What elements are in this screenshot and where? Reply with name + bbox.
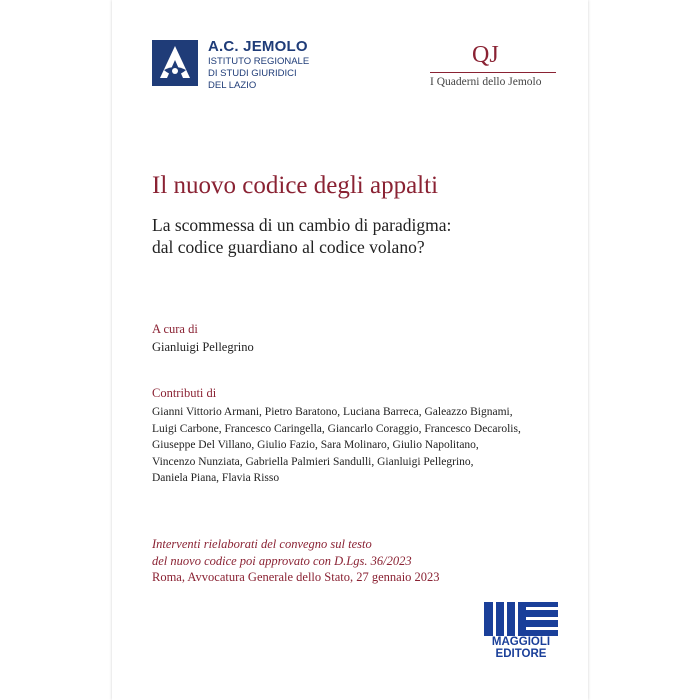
note-line: Interventi rielaborati del convegno sul testo xyxy=(152,537,372,551)
contributors-list xyxy=(152,404,572,487)
contributors-line: Giuseppe Del Villano, Giulio Fazio, Sara Molinaro, Giulio Napolitano, xyxy=(152,439,479,451)
book-title: Il nuovo codice degli appalti xyxy=(152,172,439,199)
maggioli-wordmark xyxy=(478,636,564,660)
maggioli-line: MAGGIOLI xyxy=(491,636,551,648)
qj-monogram-text: QJ xyxy=(472,42,499,68)
series-caption: I Quaderni dello Jemolo xyxy=(430,76,542,88)
contributors-line: Vincenzo Nunziata, Gabriella Palmieri Sandulli, Gianluigi Pellegrino, xyxy=(152,455,474,468)
jemolo-logo-icon xyxy=(152,40,198,86)
series-divider xyxy=(430,72,556,73)
jemolo-subtitle-line: ISTITUTO REGIONALE xyxy=(208,56,310,67)
subtitle-line: La scommessa di un cambio di paradigma: xyxy=(152,215,452,235)
editor-label: A cura di xyxy=(152,322,198,336)
editor-name: Gianluigi Pellegrino xyxy=(152,340,254,354)
jemolo-name: A.C. JEMOLO xyxy=(208,38,308,55)
contributors-label: Contributi di xyxy=(152,386,217,400)
contributors-line: Daniela Piana, Flavia Risso xyxy=(152,472,280,484)
conference-venue: Roma, Avvocatura Generale dello Stato, 27 gennaio 2023 xyxy=(152,570,440,584)
note-line: del nuovo codice poi approvato con D.Lgs. 36/2023 xyxy=(152,554,412,568)
jemolo-subtitle-line: DI STUDI GIURIDICI xyxy=(208,68,297,79)
jemolo-subtitle-line: DEL LAZIO xyxy=(208,80,257,91)
contributors-line: Gianni Vittorio Armani, Pietro Baratono, Luciana Barreca, Galeazzo Bignami, xyxy=(152,406,513,418)
qj-monogram-icon xyxy=(470,38,510,68)
conference-note xyxy=(152,536,572,570)
maggioli-logo-icon xyxy=(484,602,558,636)
book-cover xyxy=(112,0,588,700)
maggioli-line: EDITORE xyxy=(495,648,547,660)
contributors-line: Luigi Carbone, Francesco Caringella, Giancarlo Coraggio, Francesco Decarolis, xyxy=(152,422,521,435)
jemolo-wordmark xyxy=(208,38,309,91)
book-subtitle xyxy=(152,214,572,258)
subtitle-line: dal codice guardiano al codice volano? xyxy=(152,237,425,257)
